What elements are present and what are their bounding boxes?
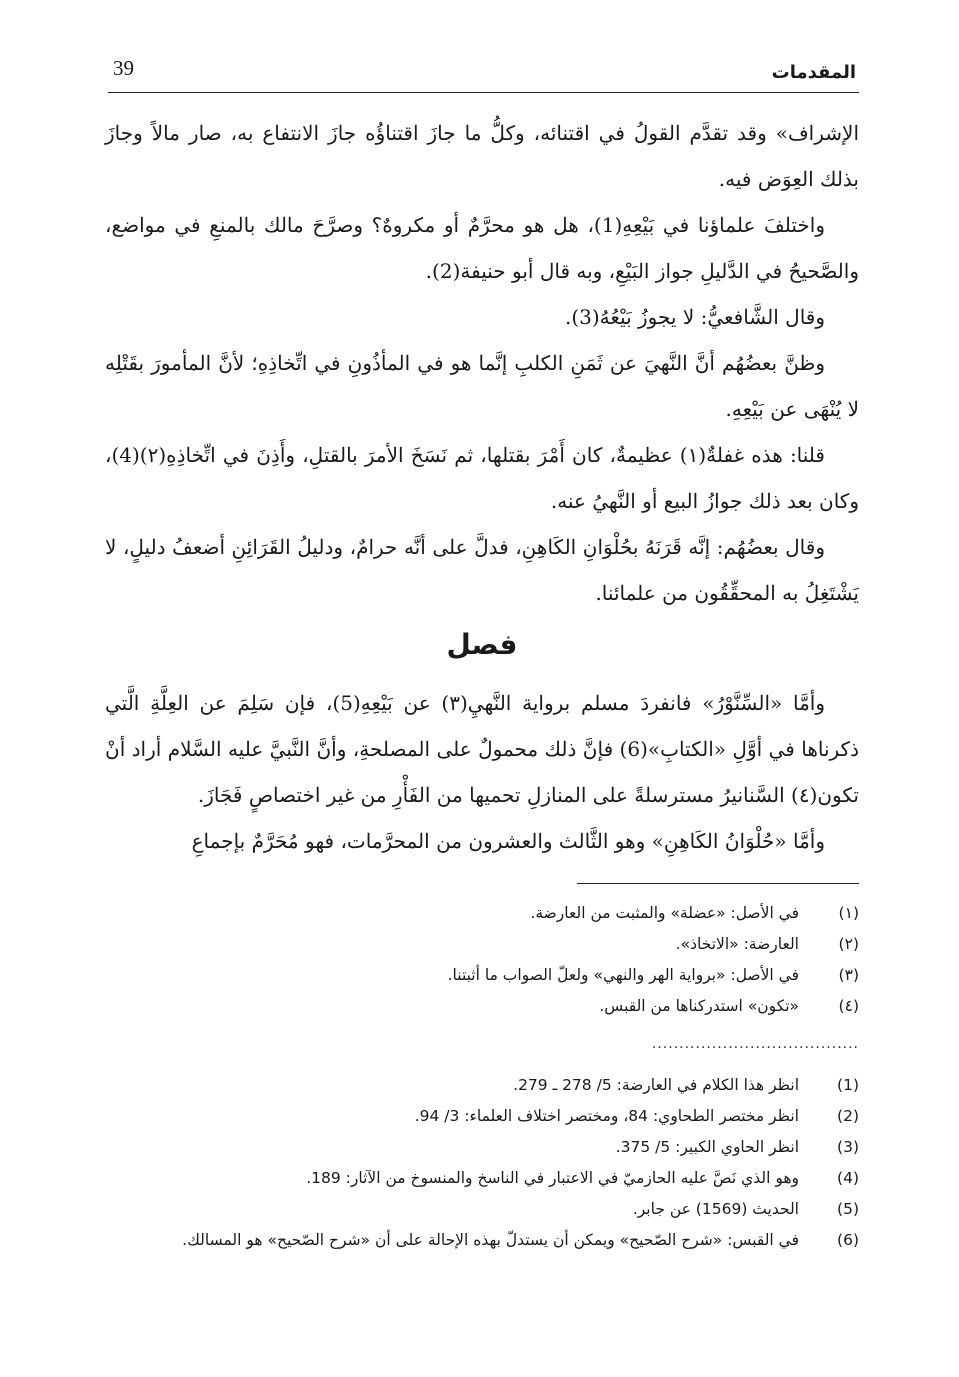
footnote-number: (٢): [838, 935, 859, 953]
footnote-item: [105, 1132, 859, 1163]
footnote-item: [105, 1194, 859, 1225]
footnote-item: [105, 1101, 859, 1132]
section-paragraph-2: وأمَّا «حُلْوَانُ الكَاهِنِ» وهو الثَّالث والعشرون من المحرَّمات، فهو مُحَرَّمٌ بإجماعِ: [191, 829, 825, 853]
footnote-item: [105, 960, 859, 991]
footnote-text: في القبس: «شرح الصّحيح» ويمكن أن يستدلّ بهذه الإحالة على أن «شرح الصّحيح» هو المسالك.: [182, 1231, 799, 1249]
paragraph-3: وقال الشَّافعيُّ: لا يجوزُ بَيْعُهُ(3).: [564, 305, 825, 329]
footnote-item: [105, 1163, 859, 1194]
footnote-number: (3): [837, 1138, 859, 1156]
section-heading: فصل: [446, 628, 518, 661]
footnote-number: (2): [837, 1107, 859, 1125]
footnote-item: [105, 1070, 859, 1101]
footnote-number: (1): [837, 1076, 859, 1094]
footnote-item: [105, 898, 859, 929]
reference-footnotes: [105, 1070, 859, 1256]
footnote-number: (6): [837, 1231, 859, 1249]
editor-footnotes: [105, 898, 859, 1022]
footnote-number: (٤): [838, 997, 859, 1015]
footnote-item: [105, 929, 859, 960]
page-number: 39: [113, 56, 134, 80]
paragraph-5: قلنا: هذه غفلةٌ(١) عظيمةٌ، كان أَمْرَ بقتلها، ثم نَسَخَ الأمرَ بالقتلِ، وأَذِنَ في اتِّخاذِهِ(٢)(4)، وكان بعد ذلك جوازُ البيع أو النَّهيُ عنه.: [105, 443, 859, 513]
footnote-number: (١): [838, 904, 859, 922]
footnote-text: انظر هذا الكلام في العارضة: 5/ 278 ـ 279.: [513, 1076, 799, 1094]
main-text: [105, 110, 859, 616]
section-paragraph-1: وأمَّا «السِّنَّوْرُ» فانفردَ مسلم برواية النَّهيِ(٣) عن بَيْعِهِ(5)، فإن سَلِمَ عن العِلَّةِ الَّتي ذكرناها في أوَّلِ «الكتابِ»(6) فإنَّ ذلك محمولٌ على المصلحةِ، وأنَّ النَّبيَّ عليه السَّلام أراد أنْ تكون(٤) السَّنانيرُ مسترسلةً على المنازلِ تحميها من الفَأْرِ من غير اختصاصٍ فَجَازَ.: [105, 691, 859, 807]
footnote-number: (٣): [838, 966, 859, 984]
footnote-text: وهو الذي نَصَّ عليه الحازميّ في الاعتبار في الناسخ والمنسوخ من الآثار: 189.: [306, 1169, 799, 1187]
footnote-text: في الأصل: «عضلة» والمثبت من العارضة.: [530, 904, 799, 922]
footnote-text: انظر الحاوي الكبير: 5/ 375.: [615, 1138, 799, 1156]
paragraph-2: واختلفَ علماؤنا في بَيْعِهِ(1)، هل هو محرَّمٌ أو مكروهٌ؟ وصرَّحَ مالك بالمنعِ في مواضع، والصَّحيحُ في الدَّليلِ جواز البَيْعِ، وبه قال أبو حنيفة(2).: [105, 213, 859, 283]
footnote-separator-dots: ......................................: [651, 1036, 859, 1052]
running-title: المقدمات: [771, 62, 856, 83]
footnote-text: العارضة: «الاتخاذ».: [675, 935, 799, 953]
paragraph-4: وظنَّ بعضُهُم أنَّ النَّهيَ عن ثَمَنِ الكلبِ إنَّما هو في المأذُونِ في اتِّخاذِهِ؛ لأنَّ المأمورَ بقَتْلِه لا يُنْهَى عن بَيْعِهِ.: [105, 351, 859, 421]
paragraph-6: وقال بعضُهُم: إنَّه قَرَنَهُ بحُلْوَانِ الكَاهِنِ، فدلَّ على أنَّه حرامٌ، ودليلُ القَرَائِنِ أضعفُ دليلٍ، لا يَشْتَغِلُ به المحقِّقُون من علمائنا.: [105, 535, 859, 605]
footnote-text: الحديث (1569) عن جابر.: [632, 1200, 799, 1218]
footnote-text: «تكون» استدركناها من القبس.: [599, 997, 799, 1015]
footnote-number: (4): [837, 1169, 859, 1187]
header-rule: [108, 92, 859, 93]
footnote-text: في الأصل: «برواية الهر والنهي» ولعلّ الصواب ما أثبتنا.: [447, 966, 799, 984]
paragraph-1: الإشراف» وقد تقدَّم القولُ في اقتنائه، وكلُّ ما جازَ اقتناؤُه جازَ الانتفاع به، صار مالاً وجازَ بذلك العِوَض فيه.: [105, 121, 859, 191]
footnote-rule: [577, 883, 859, 884]
footnote-item: [105, 991, 859, 1022]
footnote-text: انظر مختصر الطحاوي: 84، ومختصر اختلاف العلماء: 3/ 94.: [414, 1107, 799, 1125]
footnote-item: [105, 1225, 859, 1256]
section-text: [105, 680, 859, 864]
footnote-number: (5): [837, 1200, 859, 1218]
